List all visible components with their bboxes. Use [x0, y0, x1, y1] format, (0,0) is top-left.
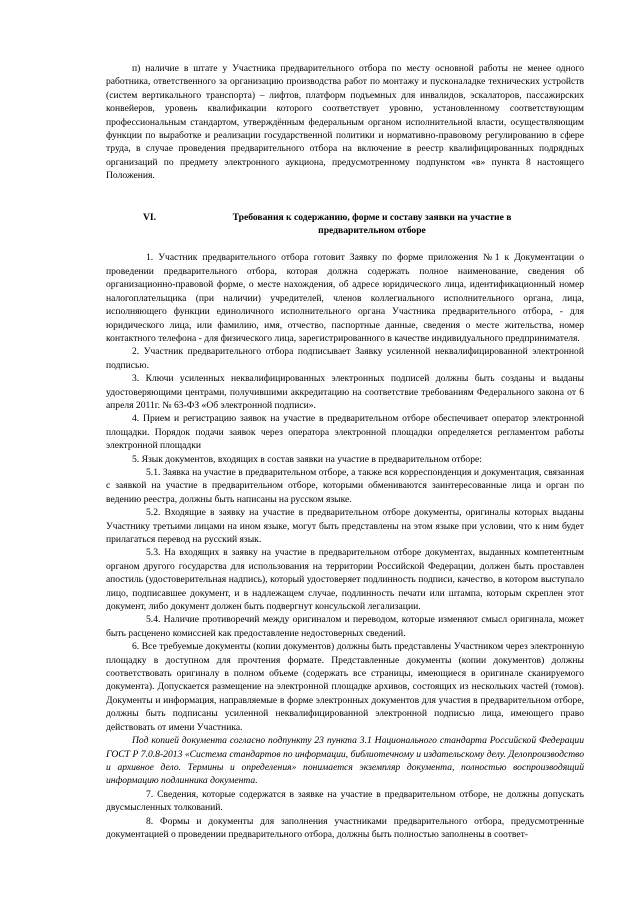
paragraph-5-2: 5.2. Входящие в заявку на участие в предварительном отборе документы, оригиналы которых выданы Участнику третьими лицами на ином языке, могут быть представлены на этом языке при условии, что к ним будет прилагаться перевод на русский язык.	[106, 507, 584, 545]
paragraph-5-4: 5.4. Наличие противоречий между оригиналом и переводом, которые изменяют смысл оригинала, может быть расценено комиссией как предоставление недостоверных сведений.	[106, 614, 584, 639]
paragraph-6: 6. Все требуемые документы (копии документов) должны быть представлены Участником через электронную площадку в доступном для прочтения формате. Представленные документы (копии документов) должны соответствовать оригиналу в полном объеме (содержать все страницы, имеющиеся в оригинале сканируемого документа). Допускается размещение на электронной площадке архивов, состоящих из нескольких частей (томов). Документы и информация, направляемые в форме электронных документов для участия в предварительном отборе, должны быть подписаны усиленной неквалифицированной электронной подписью лица, имеющего право действовать от имени Участника.	[106, 641, 584, 733]
section-title: Требования к содержанию, форме и составу заявки на участие в предварительном отборе	[232, 211, 512, 237]
copy-definition-paragraph: Под копией документа согласно подпункту 23 пункта 3.1 Национального стандарта Российской Федерации ГОСТ Р 7.0.8-2013 «Система стандартов по информации, библиотечному и издательскому делу. Делопроизводство и архивное дело. Термины и определения» понимается экземпляр документа, полностью воспроизводящий информацию подлинника документа.	[106, 735, 584, 787]
section-number: VI.	[143, 211, 157, 223]
intro-paragraph: п) наличие в штате у Участника предварительного отбора по месту основной работы не менее одного работника, ответственного за организацию производства работ по монтажу и пусконаладке технических устройств (систем вертикального транспорта) – лифтов, платформ подъемных для инвалидов, эскалаторов, пассажирских конвейеров, уровень квалификации которого соответствует уровню, установленному соответствующим профессиональным стандартом, утверждённым федеральным органом исполнительной власти, осуществляющим функции по выработке и реализации государственной политики и нормативно-правовому регулированию в сфере труда, в случае проведения предварительного отбора на включение в реестр квалифицированных подрядных организаций по предмету электронного аукциона, предусмотренному подпунктом «в» пункта 8 настоящего Положения.	[106, 63, 584, 182]
paragraph-3: 3. Ключи усиленных неквалифицированных электронных подписей должны быть созданы и выданы удостоверяющими центрами, получившими аккредитацию на соответствие требованиям Федерального закона от 6 апреля 2011г. № 63-ФЗ «Об электронной подписи».	[106, 373, 584, 411]
paragraph-5-3: 5.3. На входящих в заявку на участие в предварительном отборе документах, выданных компетентным органом другого государства для использования на территории Российской Федерации, должен быть проставлен апостиль (удостоверительная надпись), который удостоверяет подлинность подписи, качество, в котором выступало лицо, подписавшее документ, и в надлежащем случае, подлинность печати или штампа, которым скреплен этот документ, либо документ должен быть подвергнут консульской легализации.	[106, 547, 584, 613]
paragraph-4: 4. Прием и регистрацию заявок на участие в предварительном отборе обеспечивает оператор электронной площадки. Порядок подачи заявок через оператора электронной площадки определяется регламентом работы электронной площадки	[106, 413, 584, 452]
paragraph-1: 1. Участник предварительного отбора готовит Заявку по форме приложения №1 к Документации о проведении предварительного отбора, которая должна содержать полное наименование, сведения об организационно-правовой форме, о месте нахождения, об адресе юридического лица, идентификационный номер налогоплательщика (при наличии) учредителей, членов коллегиального исполнительного органа, лица, исполняющего функции единоличного исполнительного органа Участника предварительного отбора, - для юридического лица, или фамилию, имя, отчество, паспортные данные, сведения о месте жительства, номер контактного телефона - для физического лица, зарегистрированного в качестве индивидуального предпринимателя.	[106, 252, 584, 344]
paragraph-2: 2. Участник предварительного отбора подписывает Заявку усиленной неквалифицированной электронной подписью.	[106, 346, 584, 371]
paragraph-5: 5. Язык документов, входящих в состав заявки на участие в предварительном отборе:	[132, 453, 482, 465]
paragraph-5-1: 5.1. Заявка на участие в предварительном отборе, а также вся корреспонденция и документация, связанная с заявкой на участие в предварительном отборе, которыми обмениваются заинтересованные лица и орган по ведению реестра, должны быть написаны на русском языке.	[106, 466, 584, 505]
paragraph-7: 7. Сведения, которые содержатся в заявке на участие в предварительном отборе, не должны допускать двусмысленных толкований.	[106, 788, 584, 814]
paragraph-8: 8. Формы и документы для заполнения участниками предварительного отбора, предусмотренные документацией о проведении предварительного отбора, должны быть полностью заполнены в соответ-	[106, 815, 584, 840]
section-heading	[106, 211, 584, 238]
